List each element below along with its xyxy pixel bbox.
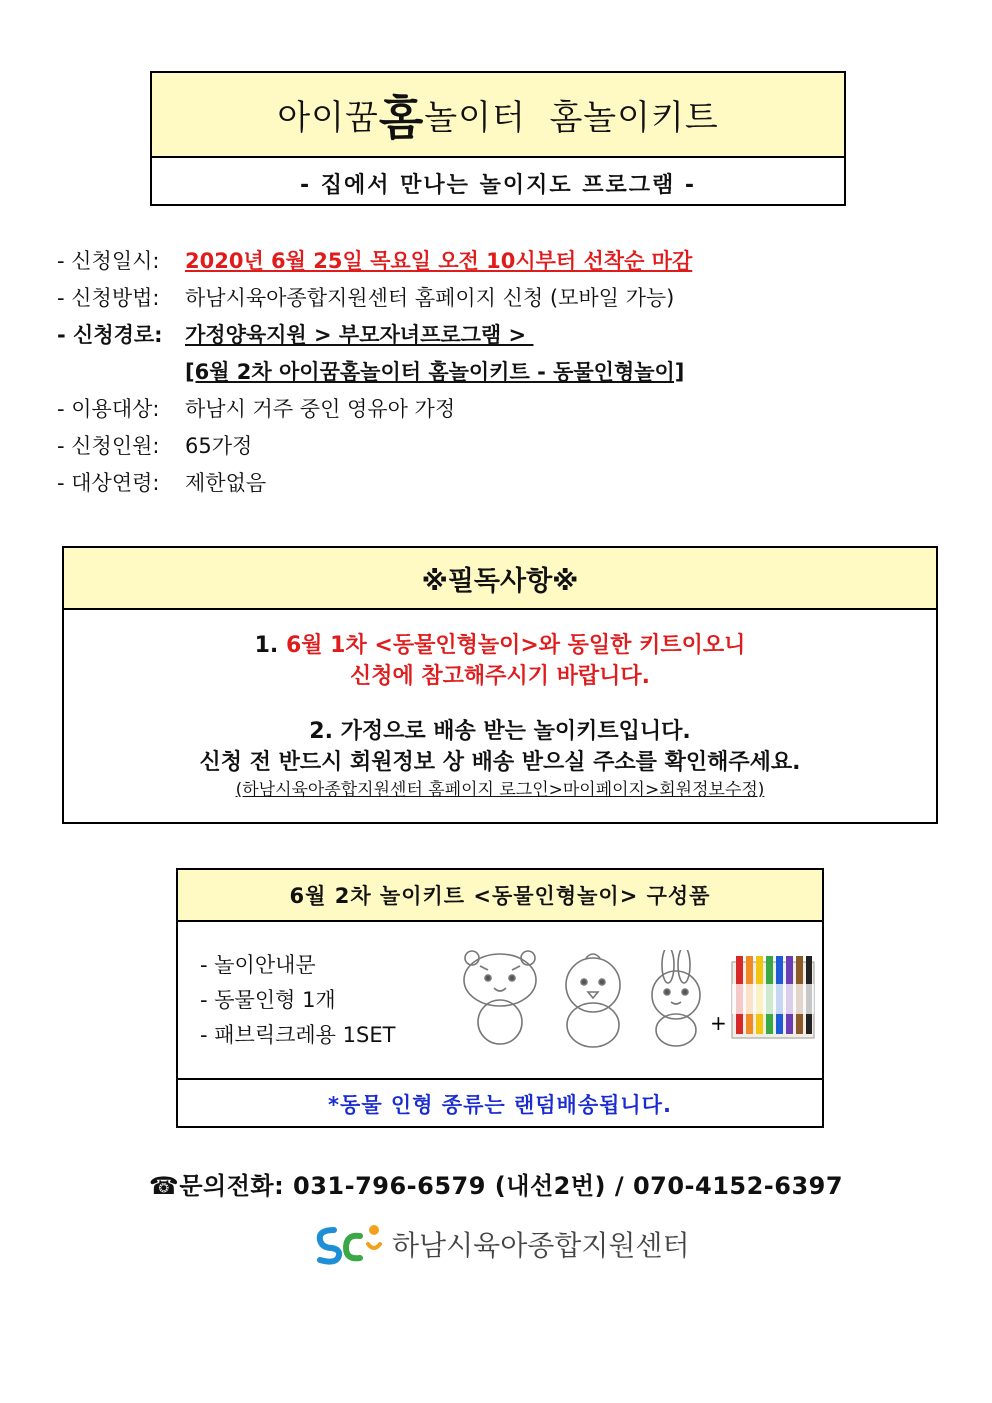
page-subtitle: - 집에서 만나는 놀이지도 프로그램 -: [299, 172, 697, 198]
notice-item2-line2: 신청 전 반드시 회원정보 상 배송 받으실 주소를 확인해주세요.: [199, 750, 801, 775]
info-value: 2020년 6월 25일 목요일 오전 10시부터 선착순 마감: [185, 249, 693, 273]
rabbit-doll-icon: [652, 950, 700, 1046]
info-label: - 신청방법:: [57, 286, 160, 310]
info-label: - 신청인원:: [57, 434, 160, 458]
notice-item2-line1: 2. 가정으로 배송 받는 놀이키트입니다.: [309, 719, 691, 744]
notice-item2-note: (하남시육아종합지원센터 홈페이지 로그인>마이페이지>회원정보수정): [235, 780, 765, 800]
info-value: 하남시육아종합지원센터 홈페이지 신청 (모바일 가능): [185, 286, 675, 310]
contact-line: [0, 1166, 992, 1201]
notice-item1-line2: 신청에 참고해주시기 바랍니다.: [350, 664, 650, 689]
info-value: 65가정: [185, 434, 253, 458]
kit-item: - 동물인형 1개: [200, 988, 336, 1012]
info-list: [57, 243, 937, 502]
title-big: 홈: [378, 90, 425, 145]
info-row-target: [57, 391, 937, 428]
kit-illustration: [458, 950, 818, 1050]
info-row-method: [57, 280, 937, 317]
crayon-set-icon: [732, 956, 814, 1038]
contact-text: 문의전화: 031-796-6579 (내선2번) / 070-4152-6397: [179, 1172, 844, 1200]
info-value: 제한없음: [185, 471, 267, 495]
info-value: 하남시 거주 중인 영유아 가정: [185, 397, 456, 421]
notice-item1-line1: [64, 630, 936, 661]
kit-item: - 패브릭크레용 1SET: [200, 1023, 396, 1047]
org-logo-icon: [312, 1222, 384, 1266]
phone-icon: ☎: [148, 1172, 180, 1200]
info-label: - 신청경로:: [57, 323, 163, 347]
tiger-doll-icon: [464, 951, 536, 1044]
org-name: 하남시육아종합지원센터: [392, 1229, 690, 1262]
chick-doll-icon: [566, 954, 620, 1047]
org-logo: [312, 1222, 690, 1266]
info-label: - 신청일시:: [57, 249, 160, 273]
info-row-age: [57, 465, 937, 502]
kit-plus: +: [710, 1011, 727, 1035]
info-label: - 대상연령:: [57, 471, 160, 495]
info-row-path-cont: [57, 354, 937, 391]
info-row-count: [57, 428, 937, 465]
info-value: 가정양육지원 > 부모자녀프로그램 >: [185, 323, 534, 347]
title-part1: 아이꿈: [277, 98, 379, 138]
title-box: [150, 71, 846, 206]
notice-item1-text: 6월 1차 <동물인형놀이>와 동일한 키트이오니: [285, 633, 746, 658]
info-row-path: [57, 317, 937, 354]
kit-box: [176, 868, 824, 1128]
notice-title: ※필독사항※: [64, 548, 936, 610]
title-part2: 놀이터 홈놀이키트: [424, 98, 719, 138]
notice-body: [64, 610, 936, 802]
notice-box: [62, 546, 938, 824]
info-label: - 이용대상:: [57, 397, 160, 421]
info-row-date: [57, 243, 937, 280]
kit-footer-note: *동물 인형 종류는 랜덤배송됩니다.: [328, 1093, 672, 1117]
kit-body: [178, 922, 822, 1080]
kit-item-list: [200, 948, 395, 1053]
kit-item: - 놀이안내문: [200, 953, 316, 977]
page-title: [152, 73, 844, 158]
kit-title: 6월 2차 놀이키트 <동물인형놀이> 구성품: [178, 870, 822, 922]
info-value: [6월 2차 아이꿈홈놀이터 홈놀이키트 - 동물인형놀이]: [185, 360, 685, 384]
notice-item1-num: 1.: [254, 633, 286, 658]
